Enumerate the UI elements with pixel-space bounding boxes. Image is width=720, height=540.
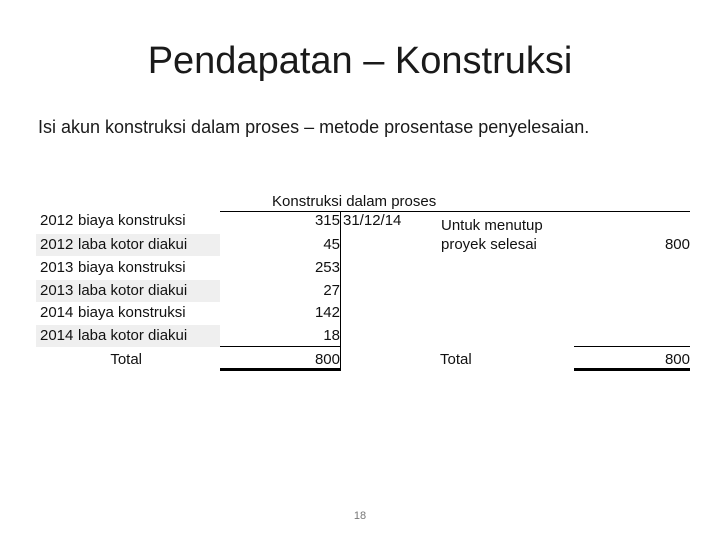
entry-row <box>36 325 220 347</box>
entry-year: 2013 <box>40 259 74 276</box>
credit-date: 31/12/14 <box>343 212 402 229</box>
page-number: 18 <box>353 510 367 522</box>
total-label: Total <box>110 351 142 368</box>
entry-label: laba kotor diakui <box>78 282 188 299</box>
entry-label: biaya konstruksi <box>78 304 186 321</box>
entry-label: biaya konstruksi <box>78 259 186 276</box>
entry-label: laba kotor diakui <box>78 327 188 344</box>
t-account-center-line <box>340 211 341 371</box>
entry-year: 2013 <box>40 282 74 299</box>
entry-year: 2014 <box>40 327 74 344</box>
entry-row <box>36 302 220 324</box>
total-row-label <box>36 349 220 371</box>
debit-value: 253 <box>314 259 340 276</box>
account-name: Konstruksi dalam proses <box>272 193 437 210</box>
entry-year: 2012 <box>40 212 74 229</box>
entry-year: 2012 <box>40 236 74 253</box>
credit-description-line2: proyek selesai <box>441 236 537 253</box>
entry-row <box>36 234 220 256</box>
credit-total: 800 <box>664 351 690 368</box>
credit-subtotal-line <box>574 346 690 347</box>
entry-row <box>36 280 220 302</box>
debit-value: 142 <box>314 304 340 321</box>
debit-value: 18 <box>323 327 340 344</box>
entry-label: biaya konstruksi <box>78 212 186 229</box>
credit-value: 800 <box>664 236 690 253</box>
debit-value: 45 <box>323 236 340 253</box>
entry-row <box>36 210 220 232</box>
credit-description-line1: Untuk menutup <box>441 217 543 234</box>
entry-row <box>36 257 220 279</box>
entry-label: laba kotor diakui <box>78 236 188 253</box>
page-title: Pendapatan – Konstruksi <box>147 40 573 82</box>
debit-total: 800 <box>314 351 340 368</box>
debit-value: 27 <box>323 282 340 299</box>
page-subtitle: Isi akun konstruksi dalam proses – metode prosentase penyelesaian. <box>38 117 590 137</box>
credit-total-label: Total <box>440 351 472 368</box>
debit-value: 315 <box>314 212 340 229</box>
entry-year: 2014 <box>40 304 74 321</box>
